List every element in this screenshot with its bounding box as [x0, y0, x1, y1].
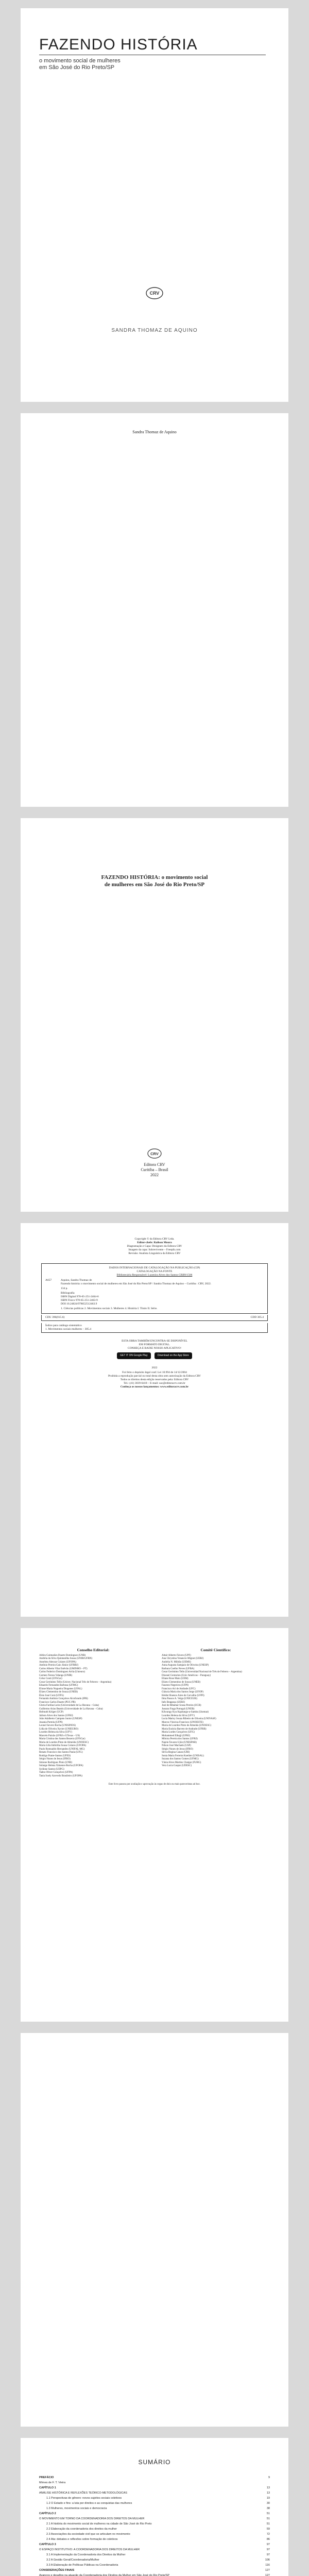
crv-logo-small-icon: [147, 1148, 162, 1159]
scientific-member: Inês Bragança (UERJ): [162, 1701, 185, 1704]
scientific-member: Ana Chrystina Venancio Mignot (UERJ): [162, 1657, 204, 1660]
scientific-member: Vera Lucia Gaspar (UDESC): [162, 1765, 192, 1767]
toc-entry[interactable]: [39, 2512, 270, 2516]
toc-label: 1.1 Perspectivas de gênero: novos sujeitos sociais coletivos: [46, 2497, 122, 2500]
toc-page: 13: [266, 2486, 270, 2489]
scientific-member: Sérgio Nunes de Jesus (IFRO): [162, 1748, 193, 1751]
cip-body: Fazendo história: o movimento social de mulheres em São José do Rio Preto/SP / Sandra Thomaz de Aquino – Curitiba : CRV, 2022.: [61, 1282, 212, 1285]
cip-biblio: Bibliografia: [61, 1292, 75, 1295]
toc-page: 51: [266, 2512, 270, 2515]
scientific-member: Lourdes Helena da Silva (UFV): [162, 1714, 195, 1717]
scientific-member: Marcos Vinicius Francisco (UNOESTE): [162, 1721, 203, 1724]
scientific-member: Suzana dos Santos Gomes (UFMG): [162, 1758, 199, 1760]
scientific-member: Sonia Maria Ferreira Koehler (UNISAL): [162, 1754, 204, 1757]
toc-label: ANÁLISE HISTÓRICA E REFLEXÕES TEÓRICO-METODOLÓGICAS: [39, 2492, 127, 2495]
editorial-member: Josania Portela (UFPI): [39, 1721, 63, 1724]
editorial-member: Francisco Carlos Duarte (PUC-PR): [39, 1701, 76, 1704]
toc-entry[interactable]: [39, 2528, 270, 2531]
title-page: [21, 818, 288, 1212]
toc-label: 2.1 A história do movimento social de mulheres na cidade de São José do Rio Preto: [46, 2522, 152, 2526]
copyright-line1: Copyright © da Editora CRV Ltda.: [134, 1238, 175, 1241]
scientific-list: [162, 1654, 270, 1768]
editorial-member: Tania Suely Azevedo Brasileiro (UFOPA): [39, 1774, 82, 1777]
editorial-member: Helmuth Krüger (UCP): [39, 1711, 64, 1714]
scientific-member: Cesar Gerónimo Tello (Universidad Nacional de Três de Febrero – Argentina): [162, 1671, 242, 1673]
toc-entry[interactable]: [39, 2548, 270, 2552]
council-footnote: Este livro passou por avaliação e aprovação às cegas de dois ou mais pareceristas ad hoc.: [108, 1783, 201, 1786]
cip-subjects: 1. Ciências políticas 2. Movimentos sociais 3. Mulheres 4. História I. Título II. Série.: [61, 1307, 158, 1310]
index-box: [41, 1323, 268, 1333]
cip-box: [41, 1263, 268, 1314]
toc-entry[interactable]: [39, 2558, 270, 2562]
cip-class-row: [41, 1315, 268, 1321]
editorial-member: Rodrigo Pratte-Santos (UFES): [39, 1754, 71, 1757]
editorial-member: Maria Lília Imbiriba Sousa Colares (UFOPA): [39, 1744, 87, 1747]
editorial-member: Leonel Severo Rocha (UNISINOS): [39, 1724, 76, 1727]
editorial-member: Guillermo Arias Beatón (Universidade de La Havana – Cuba): [39, 1707, 103, 1710]
summary-title: SUMÁRIO: [138, 2459, 171, 2466]
evaluation2: EM FORMATO DIGITAL.: [139, 1343, 170, 1346]
google-play-button[interactable]: GET IT ON Google Play: [117, 1352, 150, 1359]
rights3: Todos os direitos desta edição reservados pela: Editora CRV: [120, 1378, 189, 1381]
toc-page: 38: [266, 2507, 270, 2510]
toc-entry[interactable]: [39, 2564, 270, 2567]
scientific-member: Mônica Pereira dos Santos (UFRJ): [162, 1738, 198, 1740]
cip-header: DADOS INTERNACIONAIS DE CATALOGAÇÃO NA PUBLICAÇÃO (CIP): [109, 1266, 200, 1269]
cover-subtitle: [39, 58, 121, 71]
copyright-line2: Editor-chefe: Railson Moura: [137, 1241, 172, 1244]
scientific-title: Comitê Científico:: [200, 1648, 231, 1652]
editorial-member: Carmen Tereza Velanga (UNIR): [39, 1674, 73, 1677]
toc-entry[interactable]: [39, 2543, 270, 2547]
index-title: Índice para catálogo sistemático: [45, 1324, 82, 1327]
editorial-council: [39, 1649, 147, 1778]
editorial-member: Antônio Pereira Gaio Júnior (UFRRJ): [39, 1664, 79, 1667]
toc-page: 19: [266, 2497, 270, 2500]
digital-notice: [41, 1340, 268, 1359]
toc-entry[interactable]: [39, 2574, 270, 2576]
scientific-member: Eliane Rose Maio (UEM): [162, 1677, 188, 1680]
toc-label: CAPÍTULO 1: [39, 2486, 56, 2489]
editorial-member: Fernando Antônio Gonçalves Alcoforado (IPB): [39, 1698, 88, 1700]
scientific-member: Barbara Coelho Neves (UFBA): [162, 1667, 195, 1670]
toc-label: 1.2 O Estado e fins: a luta por direitos e as conquistas das mulheres: [46, 2502, 132, 2505]
toc-entry[interactable]: [39, 2486, 270, 2490]
publisher-block: [21, 1162, 288, 1178]
toc-entry[interactable]: [39, 2517, 270, 2521]
editorial-member: Renato Francisco dos Santos Paula (UFG): [39, 1751, 83, 1754]
toc-label: 3.3 A Elaboração de Políticas Públicas na Coordenadoria: [46, 2564, 118, 2567]
cip-doi: DOI 10.24824/978652512463.9: [61, 1302, 97, 1306]
toc-page: 9: [268, 2476, 270, 2479]
toc-page: 97: [266, 2548, 270, 2551]
cip-cdd: CDD 305.4: [250, 1316, 264, 1319]
rights-block: [41, 1366, 268, 1389]
scientific-member: Mohammed Elhajji (UFRJ): [162, 1734, 190, 1737]
editorial-member: Simone Rodrigues Pinto (UNB): [39, 1761, 73, 1764]
toc-page: 106: [265, 2558, 270, 2562]
editorial-member: Cesar Gerónimo Tello (Univer. Nacional Três de Febrero – Argentina): [39, 1681, 112, 1684]
toc-entry[interactable]: [39, 2492, 270, 2495]
toc-page: 59: [266, 2528, 270, 2531]
toc-label: Avanços e desafios na atuação da Coordenadoria dos Direitos da Mulher em São José do Rio Preto/SP: [39, 2574, 170, 2576]
cip-cdu: CDU 396(815.6): [45, 1316, 65, 1319]
crv-logo-small-text: CRV: [150, 1151, 159, 1156]
editorial-member: Elizeu Clementino de Souza (UNEB): [39, 1691, 78, 1693]
scientific-member: Helder Buenos Aires de Carvalho (UFPI): [162, 1694, 204, 1697]
editorial-member: Carlos Alberto Vilar Estêvão (UMINHO – PT): [39, 1667, 88, 1670]
toc-page: 51: [266, 2522, 270, 2526]
toc-label: 1.3 Mulheres, movimentos sociais e democracia: [46, 2507, 107, 2510]
toc-page: 30: [266, 2502, 270, 2505]
scientific-member: Gláucia Maria dos Santos Jorge (UFOP): [162, 1691, 203, 1693]
scientific-member: Maria Lurdes Gonçalves (UFG): [162, 1731, 195, 1734]
title-line2: de mulheres em São José do Rio Preto/SP: [104, 882, 205, 888]
editorial-member: Eduardo Fernandes Barbosa (UFMG): [39, 1684, 78, 1687]
toc-label: 2.3 Associações da sociedade civil que se articulam no movimento: [46, 2533, 130, 2536]
editorial-member: Maria Cristina dos Santos Bezerra (UFSCar): [39, 1738, 85, 1740]
toc-label: Mirnes de F. T. Vieira: [39, 2481, 66, 2484]
rights4: Tel.: (41) 3039-6418 – E-mail: sac@editoracrv.com.br: [124, 1382, 185, 1385]
scientific-member: Fauston Negreiros (UFPI): [162, 1684, 189, 1687]
editorial-member: Marcelo Paixão (UFRJ e UTexas – US): [39, 1734, 80, 1737]
scientific-member: Lucia Marisy Souza Ribeiro de Oliveira (UNIVASF): [162, 1718, 216, 1720]
publisher-city: Curitiba – Brasil: [141, 1167, 168, 1172]
toc-entry[interactable]: [39, 2569, 270, 2572]
scientific-member: Ilma Passos A. Veiga (UNICEUB): [162, 1698, 197, 1700]
scientific-member: José de Ribamar Sousa Pereira (UCB): [162, 1704, 201, 1707]
scientific-member: Najela Tavares Ujiie (UNESPAR): [162, 1741, 197, 1744]
scientific-member: Altair Alberto Fávero (UPF): [162, 1654, 191, 1657]
copyright-line3: Diagramação e Capa: Designers da Editora CRV: [127, 1245, 182, 1248]
toc-label: CONSIDERAÇÕES FINAIS: [39, 2569, 75, 2572]
scientific-member: Maria de Lourdes Pinto de Almeida (UNOESC): [162, 1724, 212, 1727]
toc-entry[interactable]: [39, 2507, 270, 2511]
cover-subtitle-line1: o movimento social de mulheres: [39, 58, 121, 64]
toc-label: PREFÁCIO: [39, 2476, 54, 2479]
toc-entry[interactable]: [39, 2476, 270, 2480]
table-of-contents: [39, 2476, 270, 2576]
toc-entry[interactable]: [39, 2538, 270, 2541]
toc-label: CAPÍTULO 2: [39, 2512, 56, 2515]
editorial-member: Andréia da Silva Quintanilha Sousa (UNIR/UFRN): [39, 1657, 93, 1660]
editorial-member: Lídia de Oliveira Xavier (UNIEURO): [39, 1727, 79, 1731]
copyright-line4: Imagem da capa: Sobrevivente – Freepik.com: [128, 1248, 181, 1251]
toc-page: 127: [265, 2574, 270, 2576]
editorial-member: Jailson Alves dos Santos (UFRJ): [39, 1714, 73, 1717]
scientific-member: Nilson José Machado (USP): [162, 1744, 191, 1747]
toc-entry[interactable]: [39, 2481, 270, 2485]
crv-logo-text: CRV: [149, 291, 160, 296]
toc-page: 97: [266, 2543, 270, 2546]
rights1: Foi feito o depósito legal conf. Lei 10.994 de 14/12/2004: [122, 1371, 187, 1374]
copyright-credits: [41, 1238, 268, 1256]
editorial-member: Paulo Romualdo Hernandes (UNIFAL-MG): [39, 1748, 85, 1751]
scientific-member: Vânia Alves Martins Chaigar (FURG): [162, 1761, 201, 1764]
scientific-committee: [162, 1649, 270, 1768]
toc-label: 2.4 Ata: debates e reflexões sobre formação de coletivos: [46, 2538, 118, 2541]
editorial-member: João Adalberto Campato Junior (UNESP): [39, 1718, 82, 1720]
app-store-button[interactable]: Download on the App Store: [154, 1352, 192, 1359]
rights2: Proibida a reprodução parcial ou total desta obra sem autorização da Editora CRV: [108, 1375, 201, 1378]
cover-page: [21, 8, 288, 402]
cip-author: Aquino, Sandra Thomaz de: [61, 1279, 92, 1282]
rights-year: 2022: [151, 1366, 158, 1369]
copyright-line5: Revisão: Analista Linguística da Editora CRV: [128, 1252, 181, 1255]
publisher: Editora CRV: [144, 1162, 165, 1167]
toc-entry[interactable]: [39, 2553, 270, 2557]
cover-title: FAZENDO HISTÓRIA: [39, 36, 198, 53]
editorial-member: Aldira Guimarães Duarte Domínguez (UNB): [39, 1654, 86, 1657]
copyright-page: [21, 1223, 288, 1617]
council-page: [21, 1628, 288, 2022]
publisher-year: 2022: [150, 1173, 159, 1177]
editorial-member: Elione Maria Nogueira Diogenes (UFAL): [39, 1687, 82, 1690]
title-page-title: [52, 874, 258, 888]
toc-label: 3.1 A Implementação da Coordenadoria dos Direitos da Mulher: [46, 2553, 126, 2556]
toc-page: 127: [265, 2569, 270, 2572]
editorial-member: Solange Helena Ximenes-Rocha (UFOPA): [39, 1765, 83, 1767]
rights5: Conheça os nossos lançamentos: www.editoracrv.com.br: [120, 1385, 189, 1388]
halftitle-author: Sandra Thomaz de Aquino: [132, 430, 177, 434]
scientific-member: Kilwangy Kya Kapitango-a-Samba (Unemat): [162, 1711, 209, 1714]
toc-label: 2.2 Elaboração da coordenadoria dos direitos da mulher: [46, 2528, 117, 2531]
editorial-member: Élsio José Corá (UFFS): [39, 1694, 64, 1697]
cip-isbn1: ISBN Digital 978-65-251-2464-6: [61, 1295, 99, 1298]
toc-entry[interactable]: [39, 2497, 270, 2500]
scientific-member: Elizeu Clementino de Souza (UNEB): [162, 1681, 200, 1684]
toc-page: 13: [266, 2492, 270, 2495]
toc-page: 97: [266, 2553, 270, 2556]
evaluation3: CONHEÇA E BAIXE NOSSO APLICATIVO!: [128, 1347, 181, 1350]
author-page: [21, 413, 288, 807]
editorial-member: Sydione Santos (UEPG): [39, 1768, 64, 1771]
summary-page: [21, 2438, 288, 2576]
toc-label: CAPÍTULO 3: [39, 2543, 56, 2546]
toc-page: 116: [265, 2564, 270, 2567]
cip-isbn2: ISBN Físico 978-65-251-2463-9: [61, 1299, 98, 1302]
scientific-member: Silvia Regina Canan (URI): [162, 1751, 190, 1754]
scientific-member: Francisco Ari de Andrade (UFC): [162, 1687, 196, 1690]
scientific-member: Andréia N. Militão (UEMS): [162, 1660, 191, 1664]
cip-pages: 134 p.: [61, 1287, 68, 1290]
blank-page: [21, 2033, 288, 2427]
cip-number: A657: [45, 1279, 52, 1282]
editorial-title: Conselho Editorial:: [77, 1648, 110, 1652]
toc-page: 86: [266, 2538, 270, 2541]
editorial-member: Lourdes Helena da Silva (UFV): [39, 1731, 72, 1734]
cip-header2: CATALOGAÇÃO NA FONTE: [136, 1270, 173, 1273]
editorial-list: [39, 1654, 147, 1778]
cover-subtitle-line2: em São José do Rio Preto/SP: [39, 64, 115, 71]
editorial-member: Anselmo Alencar Colares (UFOPA): [39, 1660, 76, 1664]
scientific-member: Anna Augusta Sampaio de Oliveira (UNESP): [162, 1664, 209, 1667]
editorial-member: Sérgio Nunes de Jesus (IFRO): [39, 1758, 71, 1760]
toc-entry[interactable]: [39, 2522, 270, 2526]
toc-label: O ESPAÇO INSTITUTIVO: A COORDENADORIA DOS DIREITOS DA MULHER: [39, 2548, 140, 2551]
editorial-member: Carlos Federico Dominguez Avila (Unieuro): [39, 1671, 85, 1673]
editorial-member: Tadeu Oliver Gonçalves (UFPA): [39, 1771, 73, 1774]
index-item: 1. Movimentos sociais mulheres – 305.4: [45, 1328, 92, 1331]
toc-page: 51: [266, 2517, 270, 2520]
toc-entry[interactable]: [39, 2502, 270, 2505]
editorial-member: Maria de Lourdes Pinto de Almeida (UNOESC): [39, 1741, 89, 1744]
toc-page: 72: [266, 2533, 270, 2536]
evaluation1: ESTA OBRA TAMBÉM ENCONTRA-SE DISPONÍVEL: [122, 1340, 187, 1343]
scientific-member: Jussara Fraga Portugal (UNEB): [162, 1707, 195, 1710]
toc-entry[interactable]: [39, 2533, 270, 2536]
scientific-member: Maria Eurácia Barreto de Andrade (UFRB): [162, 1727, 207, 1731]
crv-logo-icon: [145, 286, 164, 300]
scientific-member: Diosnel Centurion (Univ Américas – Paraguay): [162, 1674, 211, 1677]
editorial-member: Celso Conti (UFSCar): [39, 1677, 62, 1680]
cip-header3: Bibliotecária Responsável: Luzenira Alves dos Santos CRB9/1506: [116, 1274, 193, 1277]
editorial-member: Gloria Fariñas León (Universidade de La Havana – Cuba): [39, 1704, 99, 1707]
cover-author: SANDRA THOMAZ DE AQUINO: [111, 328, 198, 333]
title-line1: FAZENDO HISTÓRIA: o movimento social: [101, 874, 208, 880]
toc-label: O MOVIMENTO EM TORNO DA COORDENADORIA DOS DIREITOS DA MULHER: [39, 2517, 145, 2520]
toc-label: 3.2 A Gestão Geral/Coordenadoria/Mulher: [46, 2558, 99, 2562]
